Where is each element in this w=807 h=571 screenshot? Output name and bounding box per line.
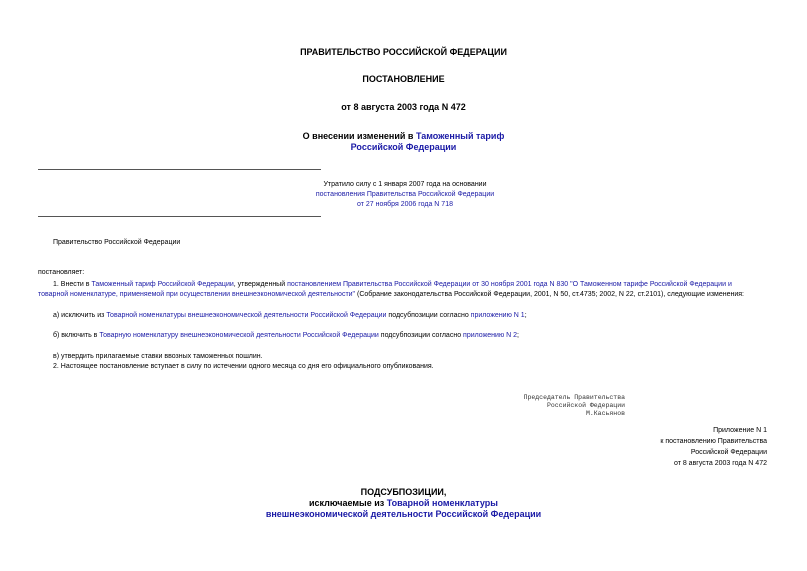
item-b [53,331,519,341]
annex-line2: к постановлению Правительства [660,438,767,445]
annex-header [660,425,767,469]
item-a [53,311,527,321]
paragraph-2: 2. Настоящее постановление вступает в силу по истечении одного месяца со дня его официального опубликования. [53,363,434,370]
annex-title-line3[interactable]: внешнеэкономической деятельности Российской Федерации [265,509,542,519]
divider-top [38,169,321,170]
annex-line1: Приложение N 1 [713,427,767,434]
status-line: Утратило силу с 1 января 2007 года на основании [323,181,487,188]
government-heading: ПРАВИТЕЛЬСТВО РОССИЙСКОЙ ФЕДЕРАЦИИ [300,47,507,57]
decrees-text: постановляет: [38,269,85,276]
p1-suffix: (Собрание законодательства Российской Федерации, 2001, N 50, ст.4735; 2002, N 22, ст.2101), следующие изменения: [355,291,744,298]
b-link-nomenclature[interactable]: Товарную номенклатуру внешнеэкономической деятельности Российской Федерации [99,332,379,339]
status-note [290,180,520,210]
p1-link-decree[interactable]: постановлением Правительства Российской Федерации от 30 ноября 2001 года N 830 "О Таможенном тарифе Российской Федерации и [287,281,732,288]
b-end: ; [517,332,519,339]
paragraph-1-line2 [38,290,744,300]
annex-title-link[interactable]: Товарной номенклатуры [386,498,498,508]
annex-line3: Российской Федерации [690,449,767,456]
paragraph-1-line1 [53,280,732,290]
p1-link-tariff[interactable]: Таможенный тариф Российской Федерации [91,281,234,288]
p1-prefix: 1. Внести в [53,281,92,288]
title-link-tariff[interactable]: Таможенный тариф [415,131,505,141]
status-link-date[interactable]: от 27 ноября 2006 года N 718 [357,201,453,208]
signature-line3: М.Касьянов [585,410,625,417]
document-title-line2 [0,142,807,153]
a-link-annex1[interactable]: приложению N 1 [470,312,525,319]
a-prefix: а) исключить из [53,312,107,319]
a-end: ; [524,312,527,319]
title-prefix: О внесении изменений в [302,131,416,141]
a-link-nomenclature[interactable]: Товарной номенклатуры внешнеэкономической деятельности Российской Федерации [106,312,387,319]
annex-title-line2 [0,498,807,509]
government-text: Правительство Российской Федерации [53,239,181,246]
status-link-decree[interactable]: постановления Правительства Российской Федерации [315,191,495,198]
signature-block [524,394,625,418]
signature-line2: Российской Федерации [546,402,625,409]
annex-line4: от 8 августа 2003 года N 472 [673,460,767,467]
document-type: ПОСТАНОВЛЕНИЕ [362,74,445,84]
title-link-russia[interactable]: Российской Федерации [350,142,457,152]
b-mid: подсубпозиции согласно [378,332,464,339]
item-c: в) утвердить прилагаемые ставки ввозных таможенных пошлин. [53,353,263,360]
p1-mid: , утвержденный [233,281,288,288]
b-prefix: б) включить в [53,332,100,339]
p1-link-nomenclature[interactable]: товарной номенклатуре, применяемой при осуществлении внешнеэкономической деятельности" [38,291,356,298]
document-title [0,131,807,142]
divider-bottom [38,216,321,217]
annex-title-line1: ПОДСУБПОЗИЦИИ, [360,487,447,497]
signature-line1: Председатель Правительства [523,394,625,401]
b-link-annex2[interactable]: приложению N 2 [463,332,518,339]
annex-title-prefix: исключаемые из [309,498,387,508]
document-date-number: от 8 августа 2003 года N 472 [341,102,466,112]
a-mid: подсубпозиции согласно [386,312,471,319]
